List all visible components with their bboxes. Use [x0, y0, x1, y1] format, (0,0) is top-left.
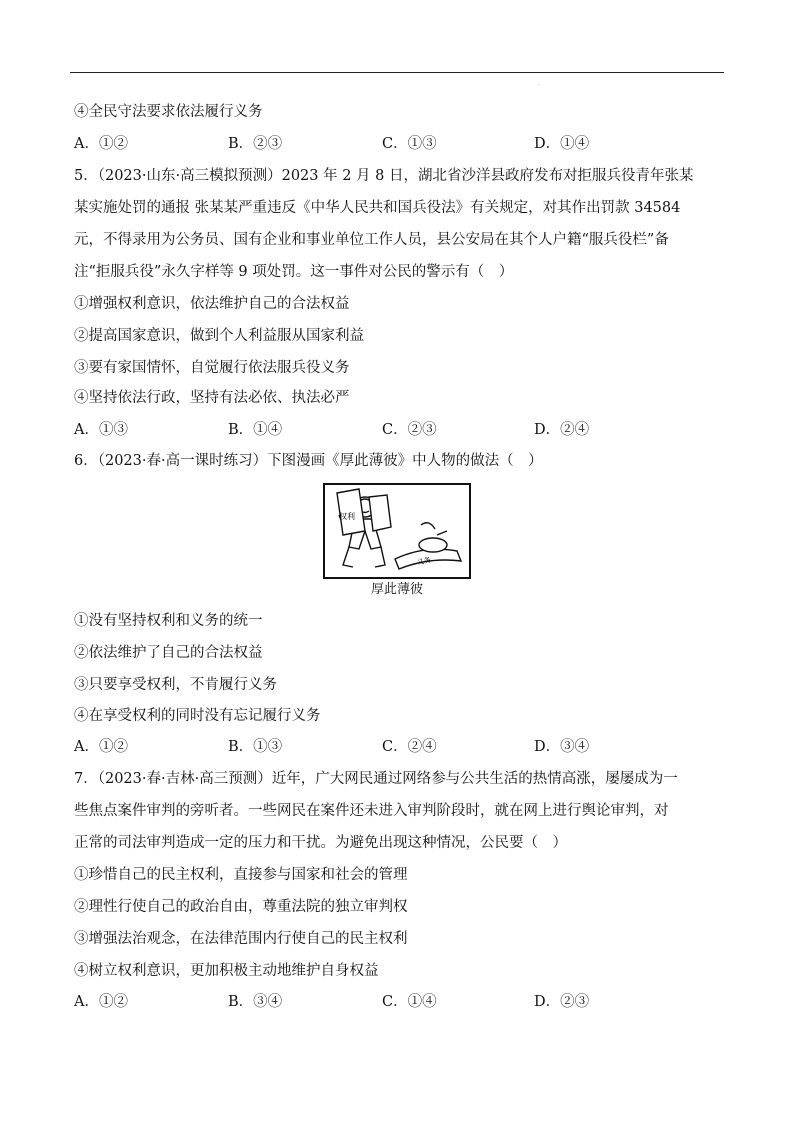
q5-item-4: ④坚持依法行政，坚持有法必依、执法必严: [74, 390, 350, 406]
q7-options: [74, 992, 724, 1012]
q7-stem-line-1: 7．（2023·春·吉林·高三预测）近年，广大网民通过网络参与公共生活的热情高涨，屡屡成为一: [74, 771, 678, 787]
q4-option-c: C．①③: [382, 136, 437, 152]
q6-option-a: A．①②: [74, 739, 128, 755]
header-mark: ·: [538, 82, 540, 89]
header-rule: [70, 72, 724, 73]
q5-item-1: ①增强权利意识，依法维护自己的合法权益: [74, 296, 350, 312]
q5-option-d: D．②④: [534, 422, 590, 438]
q7-stem-line-3: 正常的司法审判造成一定的压力和干扰。为避免出现这种情况，公民要（ ）: [74, 835, 567, 851]
q7-option-a: A．①②: [74, 994, 128, 1010]
q6-item-4: ④在享受权利的同时没有忘记履行义务: [74, 708, 321, 724]
q5-item-3: ③要有家国情怀，自觉履行依法服兵役义务: [74, 360, 350, 376]
q6-option-b: B．①③: [228, 739, 283, 755]
q6-option-d: D．③④: [534, 739, 590, 755]
q7-option-b: B．③④: [228, 994, 283, 1010]
q6-item-2: ②依法维护了自己的合法权益: [74, 645, 263, 661]
q4-option-d: D．①④: [534, 136, 590, 152]
q6-item-1: ①没有坚持权利和义务的统一: [74, 613, 263, 629]
q4-item-4: ④全民守法要求依法履行义务: [74, 104, 263, 120]
q7-item-4: ④树立权利意识，更加积极主动地维护自身权益: [74, 963, 379, 979]
cartoon-figure: [323, 483, 471, 579]
q5-options: [74, 420, 724, 440]
q5-option-c: C．②③: [382, 422, 437, 438]
q6-stem-line-1: 6．（2023·春·高一课时练习）下图漫画《厚此薄彼》中人物的做法（ ）: [74, 453, 543, 469]
q6-option-c: C．②④: [382, 739, 437, 755]
q4-option-b: B．②③: [228, 136, 283, 152]
q5-option-b: B．①④: [228, 422, 283, 438]
q5-stem-line-2: 某实施处罚的通报 张某某严重违反《中华人民共和国兵役法》有关规定，对其作出罚款 34584: [74, 200, 681, 216]
q5-stem-line-1: 5．（2023·山东·高三模拟预测）2023 年 2 月 8 日，湖北省沙洋县政府发布对拒服兵役青年张某: [74, 168, 694, 184]
q5-option-a: A．①③: [74, 422, 128, 438]
q4-option-a: A．①②: [74, 136, 128, 152]
q5-item-2: ②提高国家意识，做到个人利益服从国家利益: [74, 328, 364, 344]
cartoon-illustration: [325, 485, 469, 577]
q7-item-1: ①珍惜自己的民主权利，直接参与国家和社会的管理: [74, 867, 408, 883]
q7-option-d: D．②③: [534, 994, 590, 1010]
q6-options: [74, 737, 724, 757]
figure-label-duty: 义务: [416, 555, 432, 567]
q6-item-3: ③只要享受权利，不肯履行义务: [74, 677, 277, 693]
figure-label-rights: 权利: [339, 512, 355, 521]
q5-stem-line-3: 元，不得录用为公务员、国有企业和事业单位工作人员，县公安局在其个人户籍“服兵役栏”备: [74, 232, 669, 248]
q7-item-3: ③增强法治观念，在法律范围内行使自己的民主权利: [74, 931, 408, 947]
q7-option-c: C．①④: [382, 994, 437, 1010]
q5-stem-line-4: 注“拒服兵役”永久字样等 9 项处罚。这一事件对公民的警示有（ ）: [74, 264, 514, 280]
q4-options: [74, 134, 724, 154]
q7-stem-line-2: 些焦点案件审判的旁听者。一些网民在案件还未进入审判阶段时，就在网上进行舆论审判，对: [74, 803, 669, 819]
figure-caption: 厚此薄彼: [370, 582, 423, 597]
q7-item-2: ②理性行使自己的政治自由，尊重法院的独立审判权: [74, 899, 408, 915]
